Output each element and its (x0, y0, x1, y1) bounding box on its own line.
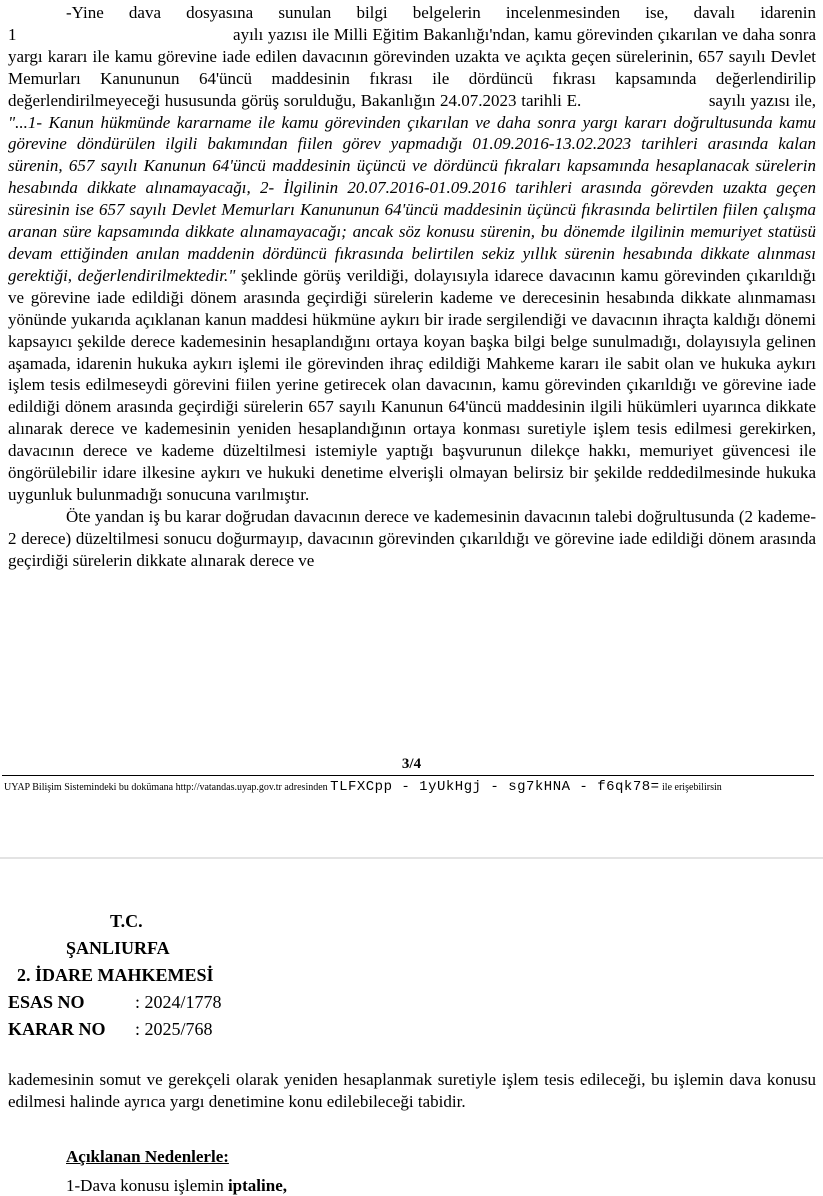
footer-prefix: UYAP Bilişim Sistemindeki bu dokümana http://vatandas.uyap.gov.tr adresinden (4, 782, 328, 793)
header-court: 2. İDARE MAHKEMESİ (17, 965, 214, 985)
verification-code: TLFXCpp - 1yUkHgj - sg7kHNA - f6qk78= (330, 779, 660, 795)
uyap-footer (4, 779, 816, 795)
esas-no-value: : 2024/1778 (135, 992, 222, 1012)
page-separator (0, 857, 823, 859)
paragraph-1 (8, 2, 816, 506)
karar-no-label: KARAR NO (8, 1019, 106, 1039)
esas-no-label: ESAS NO (8, 992, 85, 1012)
decision-item-1 (66, 1176, 287, 1196)
header-tc: T.C. (110, 911, 143, 931)
header-city: ŞANLIURFA (66, 938, 170, 958)
paragraph-1-conclusion: şeklinde görüş verildiği, dolayısıyla idarece davacının kamu görevinden çıkarıldığı ve görevine iade edildiği dönem arasında geçirdiği sürelerin kademe ve derecesinin hesabında dikkate alınmaması yönünde yukarıda açıklanan kanun maddesi hükmüne aykırı bir irade sergilendiği ve davacının ihraçta kaldığı dönemi kapsayıcı şekilde derece kademesinin hesaplandığını ortaya koyan başka bilgi belge sunulmadığı, dolayısıyla gelinen aşamada, idarenin hukuka aykırı işlemi ile görevinden ihraç edildiği Mahkeme kararı ile sabit olan ve hukuka aykırı işlem tesis edilmeseydi görevini fiilen yerine getirecek olan davacının, kamu görevinden çıkarıldığı ve görevine iade edildiği dönem arasında geçirdiği sürelerin 657 sayılı Kanunun 64'üncü maddesinin ilgili hükümleri uyarınca dikkate alınarak derece ve kademesinin yeniden hesaplandığının ortaya konması suretiyle işlem tesis edilmesi gerekirken, davacının derece ve kademe düzeltilmesi istemiyle yaptığı başvurunun dilekçe hakkı, memuriyet güvencesi ile öngörülebilir idare ilkesine aykırı ve hukuki denetime elverişli olmayan belirsiz bir şekilde reddedilmesinde hukuka uygunluk bulunmadığı sonucuna varılmıştır. (8, 265, 816, 504)
page-number: 3/4 (401, 756, 422, 772)
paragraph-2: Öte yandan iş bu karar doğrudan davacının derece ve kademesinin davacının talebi doğrultusunda (2 kademe- 2 derece) düzeltilmesi sonucu doğurmayıp, davacının görevinden çıkarıldığı ve görevine iade edildiği dönem arasında geçirdiği sürelerin dikkate alınarak derece ve (8, 506, 816, 570)
paragraph-1-intro: -Yine dava dosyasına sunulan bilgi belgelerin incelenmesinden ise, davalı idarenin 1 ayılı yazısı ile Milli Eğitim Bakanlığı'ndan, kamu görevinden çıkarılan ve daha sonra yargı kararı ile kamu görevine iade edilen davacının görevinden uzakta ve açıkta geçen sürelerinin, 657 sayılı Devlet Memurları Kanununun 64'üncü maddesinin fıkrası ile dördüncü fıkrası kapsamında değerlendirilip değerlendirilmeyeceği hususunda görüş sorulduğu, Bakanlığın 24.07.2023 tarihli E. sayılı yazısı ile, (8, 3, 816, 110)
continuation-paragraph: kademesinin somut ve gerekçeli olarak yeniden hesaplanmak suretiyle işlem tesis edileceği, bu işlemin dava konusu edilmesi halinde ayrıca yargı denetimine konu edilebileceği tabidir. (8, 1070, 816, 1111)
decision-item-1-verdict: iptaline, (227, 1176, 287, 1195)
body-text-block (8, 2, 816, 572)
footer-suffix: ile erişebilirsin (662, 782, 722, 793)
ministry-opinion-quote: "...1- Kanun hükmünde kararname ile kamu görevinden çıkarılan ve daha sonra yargı kararı doğrultusunda kamu görevine döndürülen ilgili bakımından fiilen görev yapmadığı 01.09.2016-13.02.2023 tarihleri arasında kalan sürenin, 657 sayılı Kanunun 64'üncü maddesinin üçüncü ve dördüncü fıkraları kapsamında hesaplanacak sürelerin hesabında dikkate alınamayacağı, 2- İlgilinin 20.07.2016-01.09.2016 tarihleri arasında görevden uzakta geçen süresinin ise 657 sayılı Devlet Memurları Kanununun 64'üncü maddesinin üçüncü fıkrasında belirtilen fiilen çalışma aranan süre kapsamında dikkate alınamayacağı; ancak söz konusu sürenin, bu dönemde ilgilinin memuriyet statüsü devam ettiğinden anılan maddenin dördüncü fıkrasında belirtilen sekiz yıllık sürenin hesabında dikkate alınması gerektiği, değerlendirilmektedir." (8, 112, 816, 285)
karar-no-value: : 2025/768 (135, 1019, 213, 1039)
footer-divider (2, 775, 814, 776)
reasons-heading: Açıklanan Nedenlerle: (66, 1147, 229, 1166)
decision-item-1-text: 1-Dava konusu işlemin (66, 1176, 228, 1195)
